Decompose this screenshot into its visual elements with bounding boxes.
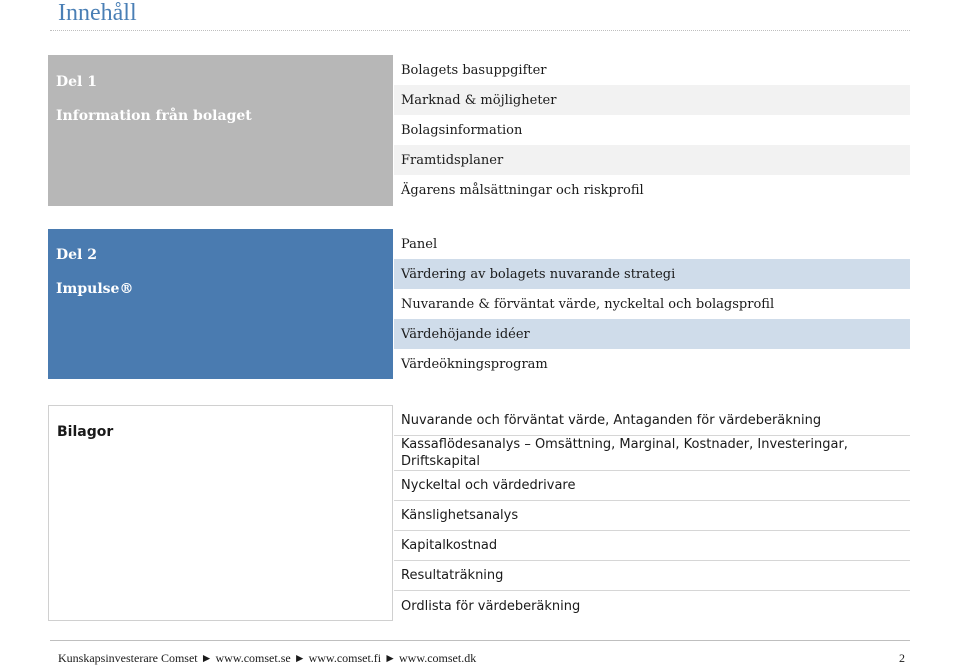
list-item: Värdeökningsprogram (401, 356, 548, 372)
list-item: Värdering av bolagets nuvarande strategi (394, 259, 910, 289)
list-item: Nyckeltal och värdedrivare (394, 471, 910, 501)
list-item: Känslighetsanalys (394, 501, 910, 531)
part1-label: Del 1 (56, 74, 97, 90)
part1-subtitle: Information från bolaget (56, 108, 252, 124)
list-item: Kapitalkostnad (394, 531, 910, 561)
part2-box (48, 229, 393, 379)
title-divider (50, 30, 910, 31)
list-item: Nuvarande och förväntat värde, Antaganden för värdeberäkning (394, 405, 910, 436)
list-item: Ägarens målsättningar och riskprofil (401, 182, 644, 198)
appendix-label: Bilagor (57, 424, 114, 440)
list-item: Värdehöjande idéer (394, 319, 910, 349)
list-item: Nuvarande & förväntat värde, nyckeltal och bolagsprofil (401, 296, 775, 312)
list-item: Panel (401, 236, 438, 252)
footer-text: Kunskapsinvesterare Comset ► www.comset.se ► www.comset.fi ► www.comset.dk (58, 651, 477, 665)
page-title: Innehåll (58, 0, 137, 26)
list-item: Bolagsinformation (401, 122, 523, 138)
page-number: 2 (899, 651, 905, 665)
part2-subtitle: Impulse® (56, 281, 134, 297)
list-item: Marknad & möjligheter (394, 85, 910, 115)
list-item: Framtidsplaner (394, 145, 910, 175)
list-item: Bolagets basuppgifter (401, 62, 547, 78)
part1-box (48, 55, 393, 206)
appendix-box (48, 405, 393, 621)
list-item: Ordlista för värdeberäkning (401, 598, 581, 614)
list-item: Resultaträkning (394, 561, 910, 591)
footer-divider (50, 640, 910, 641)
list-item: Kassaflödesanalys – Omsättning, Marginal, Kostnader, Investeringar, Driftskapital (394, 436, 910, 471)
part2-label: Del 2 (56, 247, 97, 263)
